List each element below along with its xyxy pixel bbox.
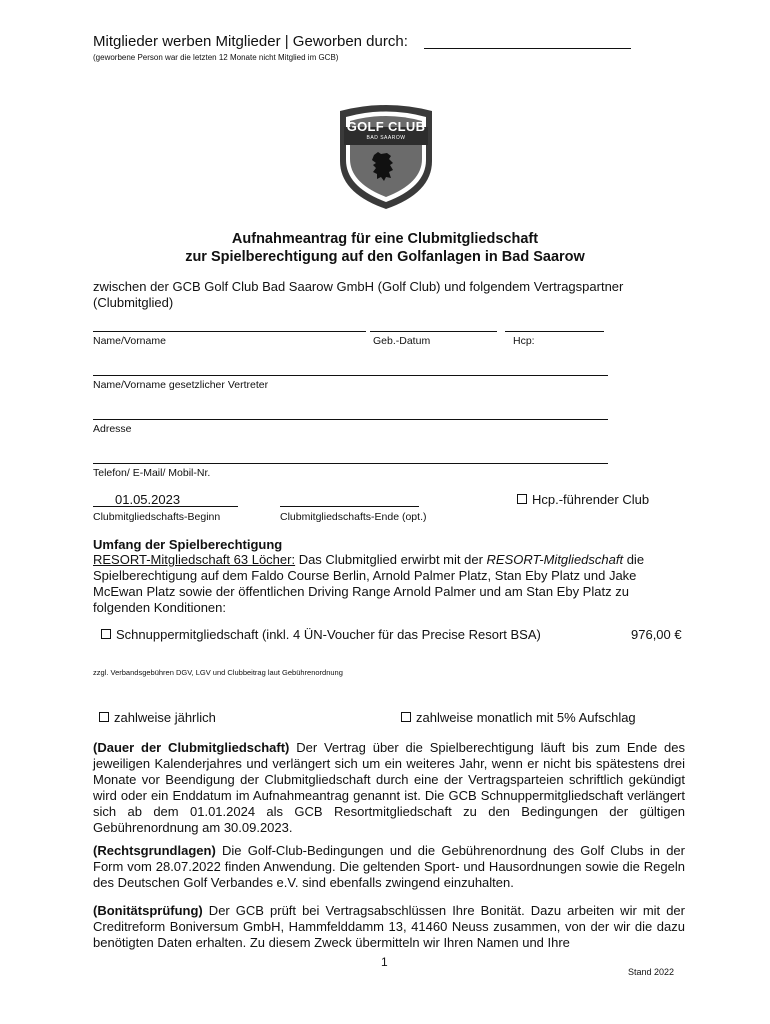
credit-heading: (Bonitätsprüfung) [93, 903, 203, 918]
membership-option[interactable] [101, 627, 541, 643]
start-date-value[interactable]: 01.05.2023 [115, 492, 181, 507]
hcp-label: Hcp: [513, 335, 535, 347]
end-date-line[interactable] [280, 506, 419, 507]
birth-line[interactable] [370, 331, 497, 332]
duration-section [93, 740, 685, 836]
legal-text: Die Golf-Club-Bedingungen und die Gebührenordnung des Golf Clubs in der Form vom 28.07.2022 finden Anwendung. Die geltenden Sport- und Hausordnungen sowie die Regeln des Deutschen Golf Verbandes e.V. sind ebenfalls zwingend einzuhalten. [93, 843, 685, 890]
pay-monthly-option[interactable] [401, 710, 636, 726]
guardian-label: Name/Vorname gesetzlicher Vertreter [93, 379, 269, 391]
start-date-label: Clubmitgliedschafts-Beginn [93, 511, 221, 523]
duration-text: Der Vertrag über die Spielberechtigung läuft bis zum Ende des jeweiligen Kalenderjahres und verlängert sich um ein weiteres Jahr, wenn er nicht bis spätestens drei Monate vor Beendigung der Clubmitgliedschaft durch eine der Vertragsparteien schriftlich gekündigt wird oder ein Enddatum im Aufnahmeantrag genannt ist. Die GCB Schnuppermitgliedschaft verlängert sich ab dem 01.01.2024 als GCB Resortmitgliedschaft zu den Bedingungen der gültigen Gebührenordnung am 30.09.2023. [93, 740, 685, 835]
address-line[interactable] [93, 419, 608, 420]
name-line[interactable] [93, 331, 366, 332]
club-logo [336, 103, 436, 211]
birth-label: Geb.-Datum [373, 335, 431, 347]
legal-section [93, 843, 685, 891]
contact-line[interactable] [93, 463, 608, 464]
name-label: Name/Vorname [93, 335, 166, 347]
hcp-club-option[interactable] [517, 492, 649, 508]
stand-note: Stand 2022 [628, 967, 675, 977]
pay-monthly-label: zahlweise monatlich mit 5% Aufschlag [416, 710, 636, 725]
membership-checkbox[interactable] [101, 629, 111, 639]
header-note: (geworbene Person war die letzten 12 Monate nicht Mitglied im GCB) [93, 53, 339, 62]
fees-note: zzgl. Verbandsgebühren DGV, LGV und Clubbeitrag laut Gebührenordnung [93, 668, 343, 677]
hcp-club-checkbox[interactable] [517, 494, 527, 504]
intro-text: zwischen der GCB Golf Club Bad Saarow GmbH (Golf Club) und folgendem Vertragspartner (Clubmitglied) [93, 279, 624, 310]
credit-section [93, 903, 685, 951]
doc-title-2: zur Spielberechtigung auf den Golfanlagen in Bad Saarow [185, 249, 585, 265]
resort-italic: RESORT-Mitgliedschaft [486, 552, 624, 567]
pay-yearly-checkbox[interactable] [99, 712, 109, 722]
referrer-line[interactable] [424, 48, 631, 49]
guardian-line[interactable] [93, 375, 608, 376]
pay-yearly-option[interactable] [99, 710, 216, 726]
logo-subtext: BAD SAAROW [366, 135, 406, 141]
hcp-club-label: Hcp.-führender Club [532, 492, 650, 507]
scope-text-a: Das Clubmitglied erwirbt mit der [295, 552, 487, 567]
credit-text: Der GCB prüft bei Vertragsabschlüssen Ihre Bonität. Dazu arbeiten wir mit der Creditreform Boniversum GmbH, Hammfelddamm 13, 41460 Neuss zusammen, von der wir die dazu benötigten Daten erhalten. Zu diesem Zweck übermitteln wir Ihren Namen und Ihre [93, 903, 685, 950]
pay-yearly-label: zahlweise jährlich [114, 710, 216, 725]
scope-text-b: die Spielberechtigung auf dem Faldo Course Berlin, Arnold Palmer Platz, Stan Eby Platz und Jake McEwan Platz sowie der öffentlichen Driving Range Arnold Palmer und am Stan Eby Platz zu folgenden Konditionen: [93, 552, 645, 615]
end-date-label: Clubmitgliedschafts-Ende (opt.) [280, 511, 427, 523]
header-title [93, 33, 408, 50]
legal-heading: (Rechtsgrundlagen) [93, 843, 216, 858]
hcp-line[interactable] [505, 331, 604, 332]
scope-heading: Umfang der Spielberechtigung [93, 537, 283, 552]
logo-text: GOLF CLUB [346, 119, 426, 134]
address-label: Adresse [93, 423, 132, 435]
resort-label: RESORT-Mitgliedschaft 63 Löcher: [93, 552, 296, 567]
header-title-text: Mitglieder werben Mitglieder | Geworben durch: [93, 33, 408, 50]
doc-title-1: Aufnahmeantrag für eine Clubmitgliedschaft [231, 231, 539, 247]
pay-monthly-checkbox[interactable] [401, 712, 411, 722]
duration-heading: (Dauer der Clubmitgliedschaft) [93, 740, 290, 755]
scope-text [93, 552, 685, 616]
page-number: 1 [381, 955, 388, 969]
membership-option-label: Schnuppermitgliedschaft (inkl. 4 ÜN-Voucher für das Precise Resort BSA) [116, 627, 541, 642]
contact-label: Telefon/ E-Mail/ Mobil-Nr. [93, 467, 211, 479]
membership-price: 976,00 € [631, 627, 682, 642]
